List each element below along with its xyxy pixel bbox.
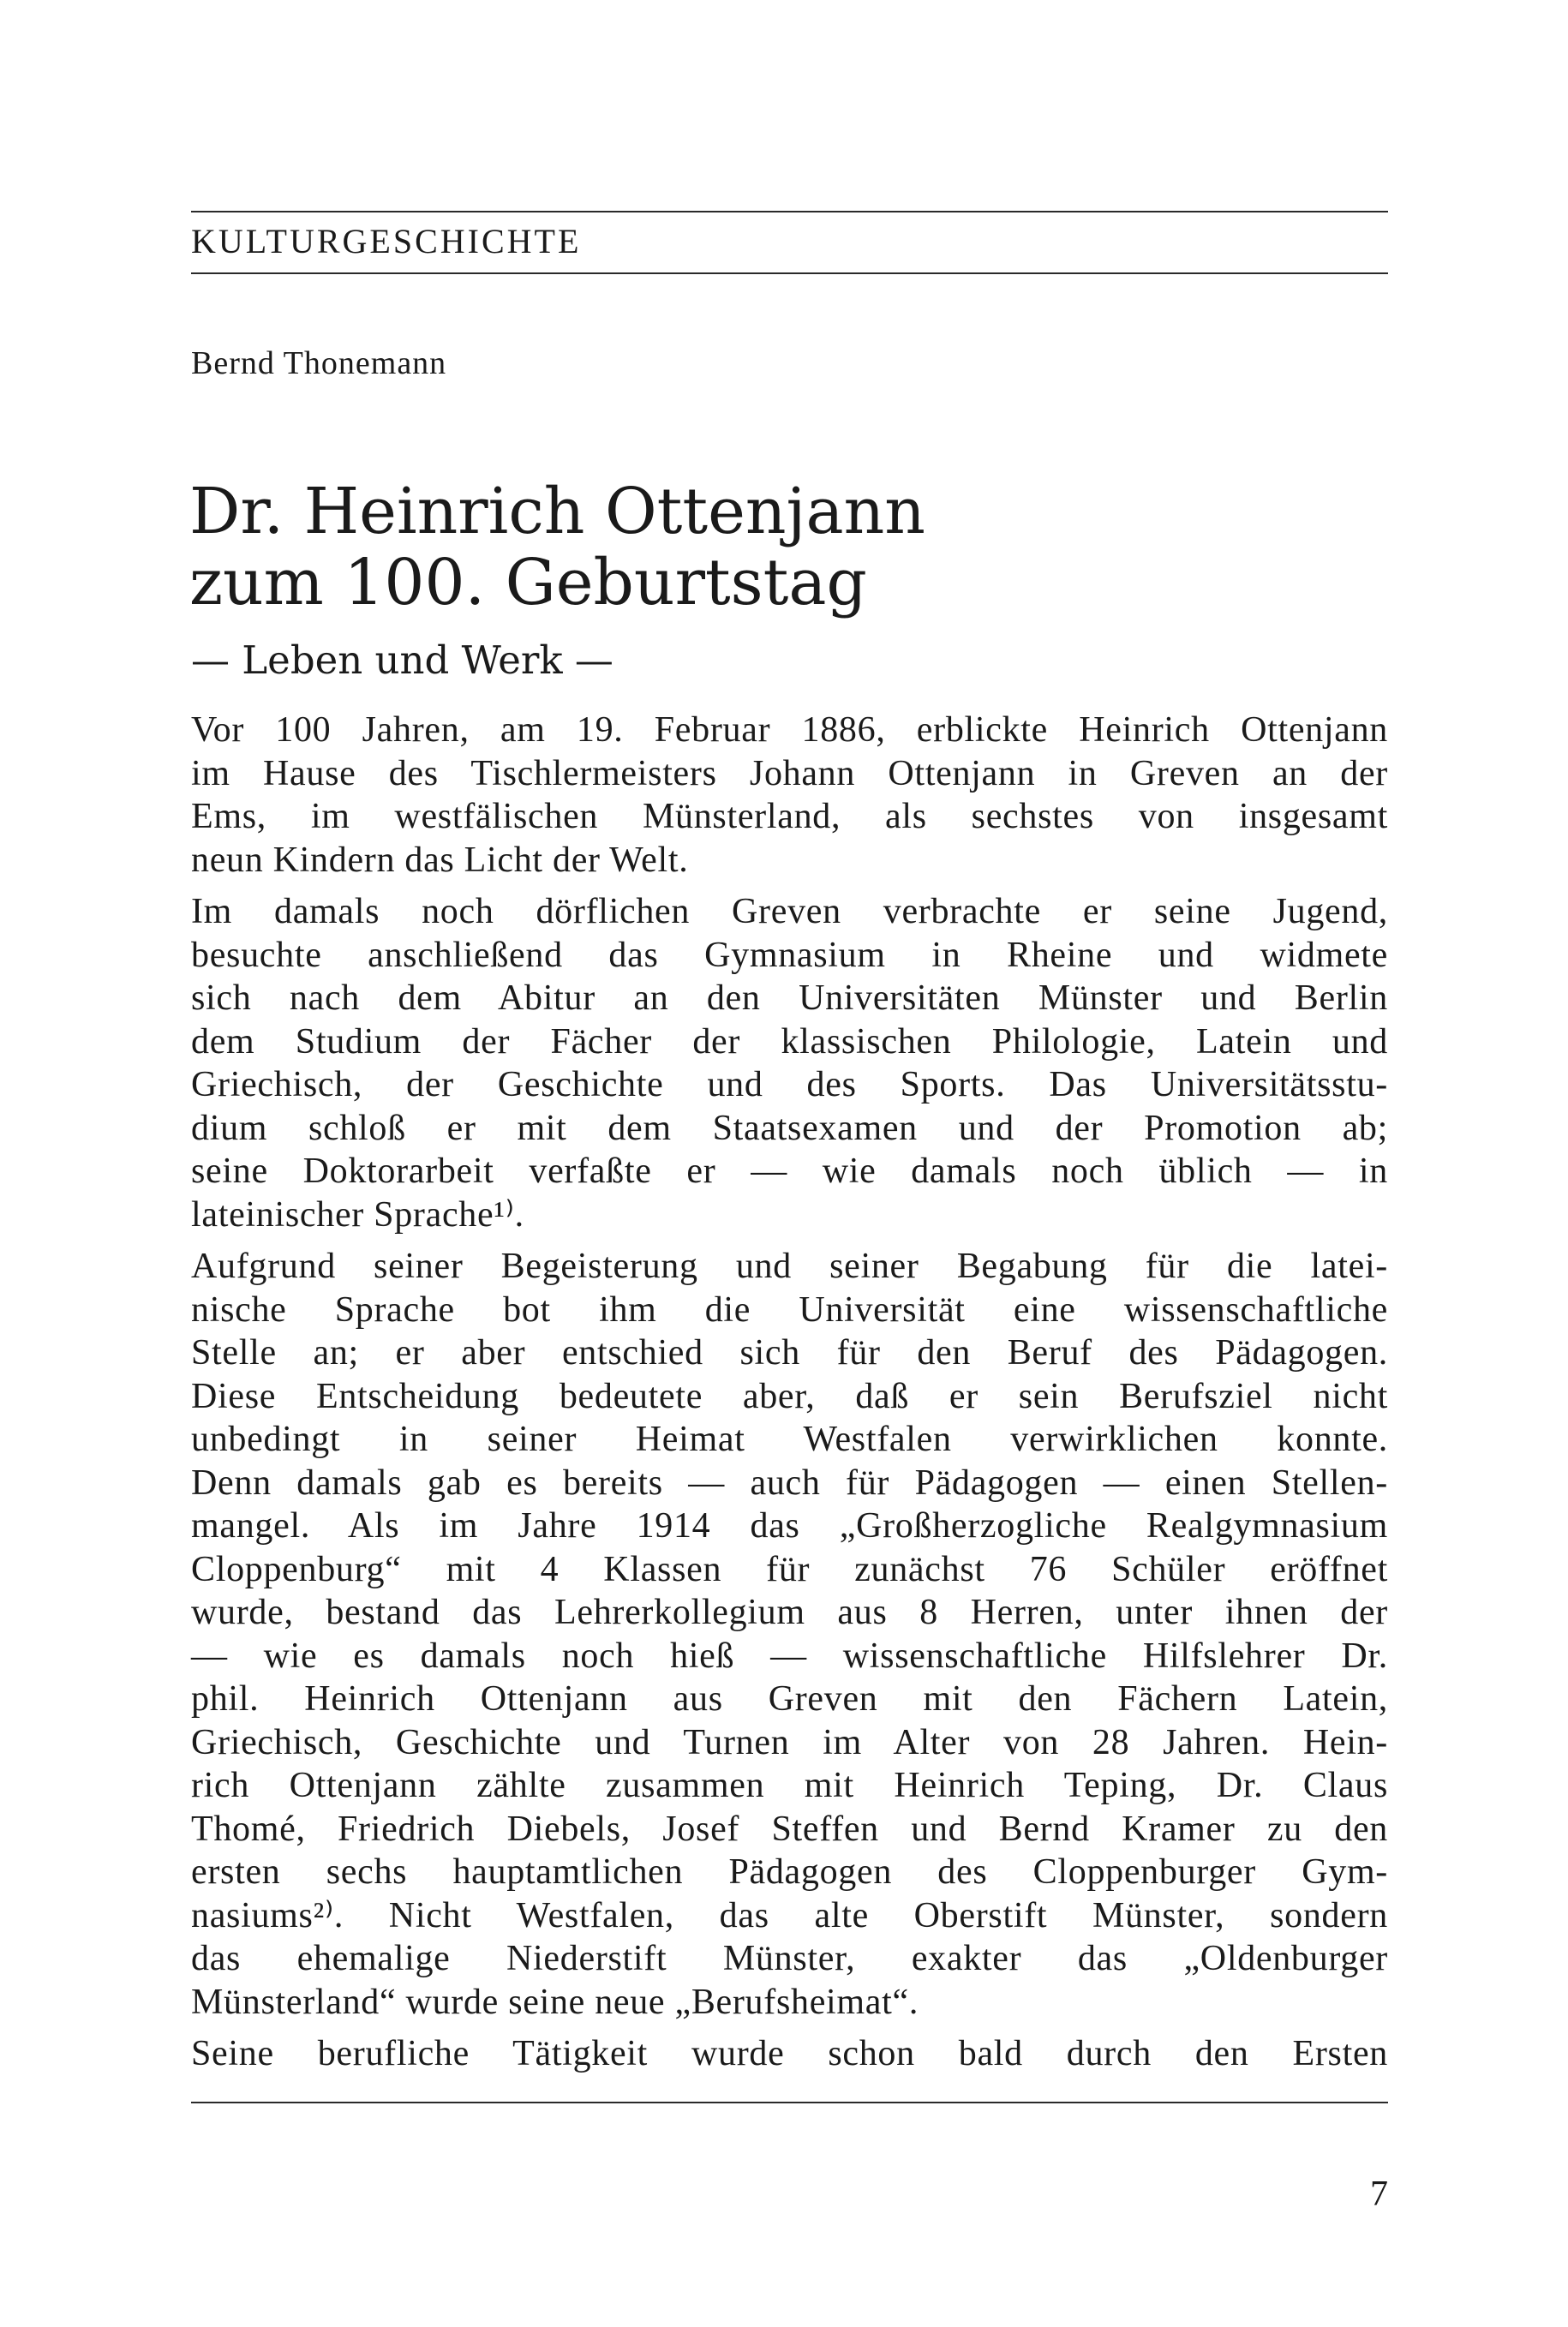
top-rule [191, 211, 1388, 212]
text-line: unbedingt in seiner Heimat Westfalen verwirklichen konnte. [191, 1420, 1388, 1459]
section-label: KULTURGESCHICHTE [191, 222, 582, 260]
author-name: Bernd Thonemann [191, 345, 447, 381]
text-line: Aufgrund seiner Begeisterung und seiner Begabung für die latei- [191, 1247, 1388, 1286]
text-line: besuchte anschließend das Gymnasium in Rheine und widmete [191, 935, 1388, 975]
article-subtitle: — Leben und Werk — [191, 637, 613, 683]
paragraph [191, 1245, 1388, 2024]
title-line-2: zum 100. Geburtstag [189, 546, 867, 619]
article-title [189, 476, 925, 619]
text-line: das ehemalige Niederstift Münster, exakter das „Oldenburger [191, 1939, 1388, 1978]
text-line: dium schloß er mit dem Staatsexamen und der Promotion ab; [191, 1108, 1388, 1148]
text-line: nasiums²⁾. Nicht Westfalen, das alte Oberstift Münster, sondern [191, 1895, 1388, 1935]
article-body [191, 709, 1388, 2085]
text-line: wurde, bestand das Lehrerkollegium aus 8 Herren, unter ihnen der [191, 1593, 1388, 1632]
title-line-1: Dr. Heinrich Ottenjann [189, 475, 925, 548]
paragraph [191, 709, 1388, 882]
text-line: ersten sechs hauptamtlichen Pädagogen des Cloppenburger Gym- [191, 1852, 1388, 1892]
text-line: Diese Entscheidung bedeutete aber, daß er sein Berufsziel nicht [191, 1376, 1388, 1416]
text-line: phil. Heinrich Ottenjann aus Greven mit den Fächern Latein, [191, 1679, 1388, 1719]
text-line: dem Studium der Fächer der klassischen Philologie, Latein und [191, 1021, 1388, 1062]
text-line: Ems, im westfälischen Münsterland, als sechstes von insgesamt [191, 797, 1388, 836]
text-line: Seine berufliche Tätigkeit wurde schon bald durch den Ersten [191, 2034, 1388, 2073]
text-line: sich nach dem Abitur an den Universitäten Münster und Berlin [191, 978, 1388, 1018]
text-line: Münsterland“ wurde seine neue „Berufsheimat“. [191, 1982, 919, 2022]
text-line: nische Sprache bot ihm die Universität eine wissenschaftliche [191, 1289, 1388, 1330]
text-line: Stelle an; er aber entschied sich für den Beruf des Pädagogen. [191, 1333, 1388, 1373]
text-line: rich Ottenjann zählte zusammen mit Heinrich Teping, Dr. Claus [191, 1766, 1388, 1805]
text-line: Cloppenburg“ mit 4 Klassen für zunächst 76 Schüler eröffnet [191, 1549, 1388, 1589]
text-line: Im damals noch dörflichen Greven verbrachte er seine Jugend, [191, 892, 1388, 931]
text-line: Denn damals gab es bereits — auch für Pädagogen — einen Stellen- [191, 1463, 1388, 1503]
section-rule [191, 272, 1388, 274]
text-line: — wie es damals noch hieß — wissenschaftliche Hilfslehrer Dr. [191, 1636, 1388, 1676]
text-line: seine Doktorarbeit verfaßte er — wie damals noch üblich — in [191, 1152, 1388, 1191]
text-line: Vor 100 Jahren, am 19. Februar 1886, erblickte Heinrich Ottenjann [191, 710, 1388, 750]
text-line: Thomé, Friedrich Diebels, Josef Steffen und Bernd Kramer zu den [191, 1809, 1388, 1849]
text-line: im Hause des Tischlermeisters Johann Ottenjann in Greven an der [191, 753, 1388, 793]
text-line: neun Kindern das Licht der Welt. [191, 840, 689, 880]
paragraph [191, 890, 1388, 1236]
text-line: mangel. Als im Jahre 1914 das „Großherzogliche Realgymnasium [191, 1506, 1388, 1546]
bottom-rule [191, 2102, 1388, 2103]
paragraph [191, 2032, 1388, 2076]
text-line: Griechisch, der Geschichte und des Sports. Das Universitätsstu- [191, 1065, 1388, 1104]
page-number: 7 [1370, 2174, 1388, 2214]
text-line: lateinischer Sprache¹⁾. [191, 1194, 524, 1235]
text-line: Griechisch, Geschichte und Turnen im Alter von 28 Jahren. Hein- [191, 1722, 1388, 1762]
